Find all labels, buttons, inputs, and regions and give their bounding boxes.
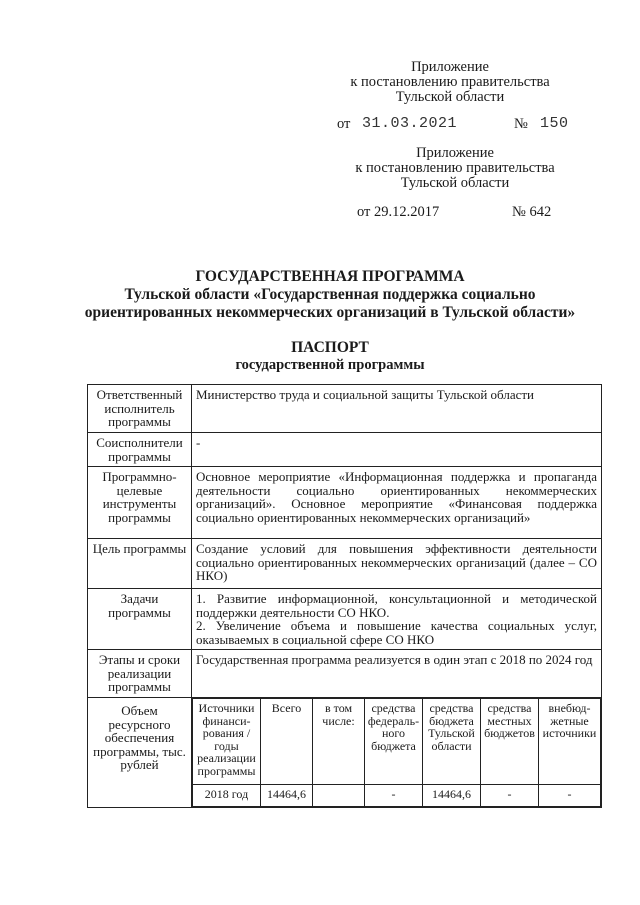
- label-responsible: Ответственный исполнитель программы: [88, 385, 192, 433]
- including-cell: [313, 785, 365, 807]
- regional-cell: 14464,6: [423, 785, 481, 807]
- funding-row-2018: [193, 785, 601, 807]
- date-prefix-1: от: [337, 116, 351, 132]
- label-funding: Объем ресурсного обеспечения программы, тыс. рублей: [88, 698, 192, 808]
- value-stages: Государственная программа реализуется в один этап с 2018 по 2024 год: [192, 650, 602, 698]
- local-cell: -: [481, 785, 539, 807]
- value-coexecutors: -: [192, 433, 602, 467]
- program-title-line-2: Тульской области «Государственная поддержка социально: [124, 286, 536, 303]
- label-stages: Этапы и сроки реализации программы: [88, 650, 192, 698]
- extrabudget-cell: -: [539, 785, 601, 807]
- row-responsible: [88, 385, 602, 433]
- header-regional: средства бюджета Тульской области: [423, 699, 481, 785]
- appendix-resolution-2: к постановлению правительства: [355, 160, 555, 176]
- label-instruments: Программно-целевые инструменты программы: [88, 467, 192, 539]
- program-title: ГОСУДАРСТВЕННАЯ ПРОГРАММА: [195, 268, 465, 285]
- appendix-resolution-1: к постановлению правительства: [350, 74, 550, 90]
- total-cell: 14464,6: [261, 785, 313, 807]
- year-cell: 2018 год: [193, 785, 261, 807]
- row-funding: [88, 698, 602, 808]
- header-extrabudget: внебюд-жетные источники: [539, 699, 601, 785]
- row-instruments: [88, 467, 602, 539]
- header-federal: средства федераль-ного бюджета: [365, 699, 423, 785]
- resolution-number-1: 150: [540, 115, 569, 132]
- number-prefix-1: №: [514, 116, 528, 132]
- funding-cell: [192, 698, 602, 808]
- resolution-number-2: № 642: [512, 204, 552, 220]
- header-local: средства местных бюджетов: [481, 699, 539, 785]
- appendix-label-2: Приложение: [416, 145, 494, 161]
- row-coexecutors: [88, 433, 602, 467]
- label-coexecutors: Соисполнители программы: [88, 433, 192, 467]
- value-instruments: Основное мероприятие «Информационная поддержка и пропаганда деятельности социально ориентированных некоммерческих организаций». Основное мероприятие «Финансовая поддержка социально ориентированных некоммерческих организаций»: [192, 467, 602, 539]
- value-responsible: Министерство труда и социальной защиты Тульской области: [192, 385, 602, 433]
- value-goal: Создание условий для повышения эффективности деятельности социально ориентированных некоммерческих организаций (далее – СО НКО): [192, 539, 602, 589]
- appendix-region-2: Тульской области: [400, 175, 510, 191]
- appendix-region-1: Тульской области: [395, 89, 505, 105]
- passport-title: ПАСПОРТ: [291, 339, 369, 356]
- program-title-line-3: ориентированных некоммерческих организаций в Тульской области»: [84, 304, 576, 321]
- header-including: в том числе:: [313, 699, 365, 785]
- label-tasks: Задачи программы: [88, 589, 192, 650]
- header-sources: Источники финанси-рования /годы реализации программы: [193, 699, 261, 785]
- passport-table: [87, 384, 602, 808]
- row-stages: [88, 650, 602, 698]
- task-1: 1. Развитие информационной, консультационной и методической поддержки деятельности СО НКО.: [196, 591, 597, 620]
- label-goal: Цель программы: [88, 539, 192, 589]
- resolution-date-2: от 29.12.2017: [357, 204, 440, 220]
- row-goal: [88, 539, 602, 589]
- appendix-label-1: Приложение: [411, 59, 489, 75]
- funding-header-row: [193, 699, 601, 785]
- passport-subtitle: государственной программы: [235, 357, 425, 373]
- row-tasks: [88, 589, 602, 650]
- federal-cell: -: [365, 785, 423, 807]
- header-total: Всего: [261, 699, 313, 785]
- funding-table: [192, 698, 601, 807]
- task-2: 2. Увеличение объема и повышение качества социальных услуг, оказываемых в социальной сфере СО НКО: [196, 618, 597, 647]
- value-tasks: [192, 589, 602, 650]
- resolution-date-1: 31.03.2021: [362, 115, 458, 132]
